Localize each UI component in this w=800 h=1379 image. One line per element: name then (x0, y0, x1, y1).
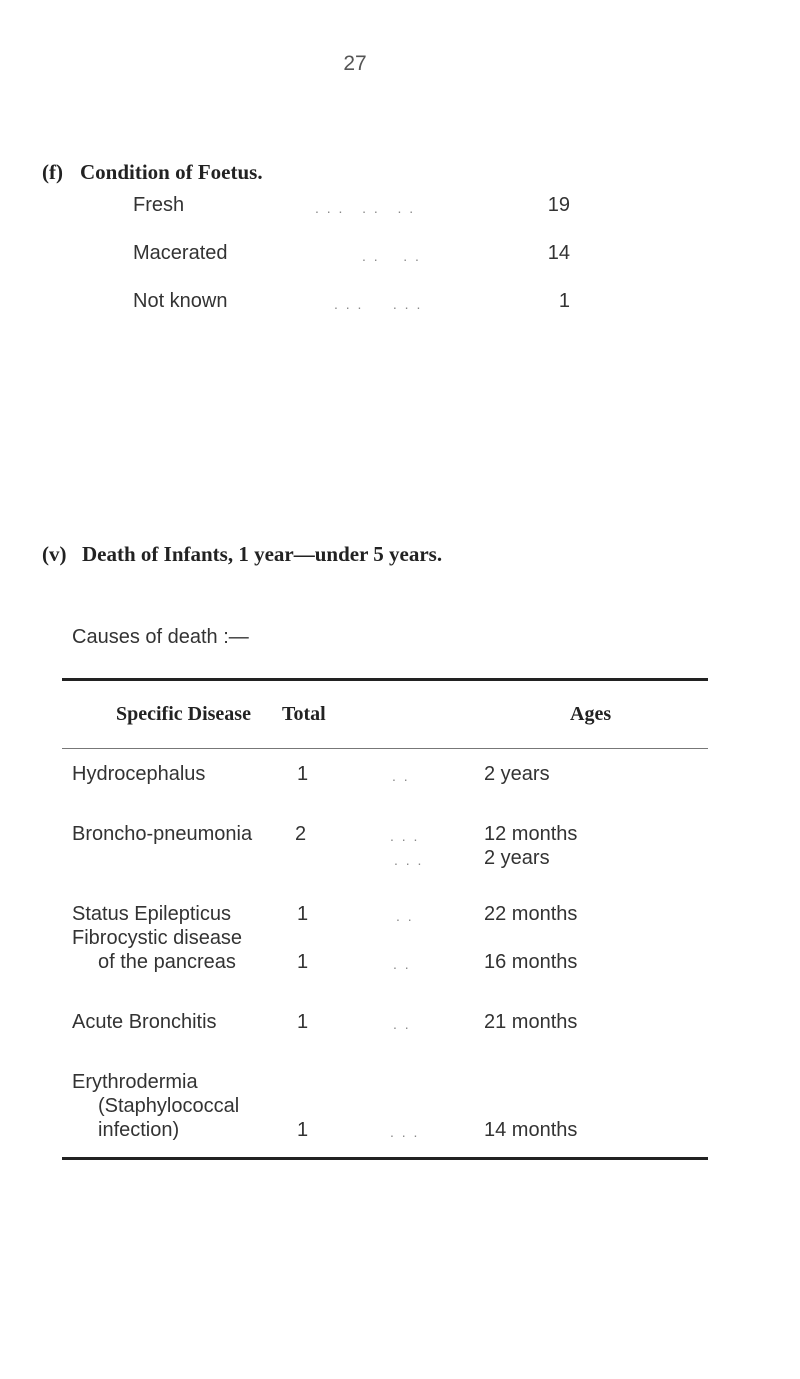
leader-dots: . . (393, 1016, 411, 1032)
foetus-row-value: 1 (558, 290, 570, 312)
table-cell-disease: Fibrocystic disease (72, 927, 243, 949)
foetus-row-value: 19 (547, 194, 570, 216)
section-f-title: Condition of Foetus. (80, 160, 263, 184)
table-cell-disease: Hydrocephalus (72, 763, 206, 785)
table-cell-ages: 21 months (484, 1011, 578, 1033)
table-cell-ages: 2 years (484, 847, 550, 869)
table-cell-total: 2 (295, 823, 307, 845)
foetus-row-label: Not known (133, 290, 228, 312)
section-v-title: Death of Infants, 1 year—under 5 years. (82, 542, 443, 566)
foetus-row-label: Fresh (133, 194, 185, 216)
table-cell-total: 1 (297, 1011, 309, 1033)
foetus-row-value: 14 (547, 242, 570, 264)
table-cell-ages: 22 months (484, 903, 578, 925)
leader-dots: . . . . . . (334, 296, 423, 312)
leader-dots: . . . (390, 828, 420, 844)
table-cell-disease: of the pancreas (98, 951, 236, 973)
table-header-rule (62, 748, 708, 749)
leader-dots: . . . (394, 852, 424, 868)
header-specific-disease: Specific Disease (116, 703, 251, 725)
causes-intro: Causes of death :— (72, 626, 249, 648)
table-cell-total: 1 (297, 1119, 309, 1141)
leader-dots: . . (396, 908, 414, 924)
table-cell-total: 1 (297, 951, 309, 973)
leader-dots: . . . . (362, 248, 421, 264)
leader-dots: . . (392, 768, 410, 784)
foetus-row-label: Macerated (133, 242, 228, 264)
table-cell-total: 1 (297, 903, 309, 925)
leader-dots: . . (393, 956, 411, 972)
table-cell-disease: infection) (98, 1119, 180, 1141)
table-cell-disease: Broncho-pneumonia (72, 823, 253, 845)
section-v-label: (v) (42, 542, 67, 566)
section-f-label: (f) (42, 160, 63, 184)
leader-dots: . . . . . . . (315, 200, 416, 216)
table-cell-ages: 2 years (484, 763, 550, 785)
table-cell-ages: 12 months (484, 823, 578, 845)
table-cell-ages: 16 months (484, 951, 578, 973)
header-total: Total (282, 703, 326, 725)
table-cell-total: 1 (297, 763, 309, 785)
header-ages: Ages (570, 703, 612, 725)
table-cell-disease: Status Epilepticus (72, 903, 231, 925)
table-cell-disease: Erythrodermia (72, 1071, 198, 1093)
table-bottom-rule (62, 1157, 708, 1160)
table-cell-disease: Acute Bronchitis (72, 1011, 217, 1033)
table-cell-ages: 14 months (484, 1119, 578, 1141)
leader-dots: . . . (390, 1124, 420, 1140)
table-cell-disease: (Staphylococcal (98, 1095, 240, 1117)
page-number: 27 (343, 52, 367, 75)
table-top-rule (62, 678, 708, 681)
